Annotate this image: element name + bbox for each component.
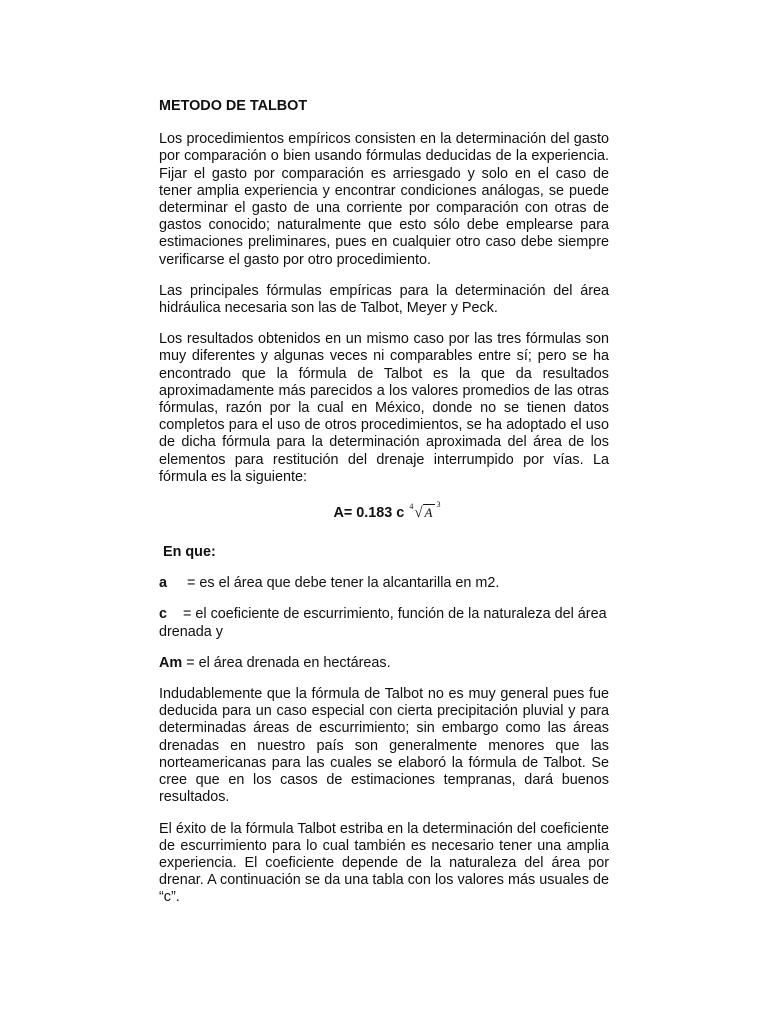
root-argument: A <box>424 505 433 521</box>
definition-a <box>159 575 609 592</box>
definition-symbol: Am <box>159 654 183 671</box>
definition-symbol: a <box>159 575 168 592</box>
definition-text: = el coeficiente de escurrimiento, función de la naturaleza del área drenada y <box>159 606 607 640</box>
definition-symbol: c <box>159 606 168 623</box>
where-heading: En que: <box>163 544 216 561</box>
document-page <box>159 98 609 921</box>
definition-text: = el área drenada en hectáreas. <box>186 654 391 671</box>
document-title: METODO DE TALBOT <box>159 98 308 114</box>
root-exponent: 3 <box>436 500 441 510</box>
paragraph-generality: Indudablemente que la fórmula de Talbot no es muy general pues fue deducida para un caso especial con cierta precipitación pluvial y para determinadas áreas de escurrimiento; sin embargo como las áreas drenadas en nuestro país son generalmente menores que las norteamericanas para las cuales se elaboró la fórmula de Talbot. Se cree que en los casos de estimaciones tempranas, dará buenos resultados. <box>159 686 609 806</box>
paragraph-principal-formulas: Las principales fórmulas empíricas para la determinación del área hidráulica necesaria son las de Talbot, Meyer y Peck. <box>159 282 609 317</box>
definition-text: = es el área que debe tener la alcantarilla en m2. <box>187 575 500 592</box>
definition-am <box>159 655 609 672</box>
paragraph-success: El éxito de la fórmula Talbot estriba en la determinación del coeficiente de escurrimiento para lo cual también es necesario tener una amplia experiencia. El coeficiente depende de la naturaleza del área por drenar. A continuación se da una tabla con los valores más usuales de “c”. <box>159 820 609 906</box>
paragraph-results-comparison: Los resultados obtenidos en un mismo caso por las tres fórmulas son muy diferentes y algunas veces ni comparables entre sí; pero se ha encontrado que la fórmula de Talbot es la que da resultados aproximadamente más parecidos a los valores promedios de las otras fórmulas, razón por la cual en México, donde no se tienen datos completos para el uso de otros procedimientos, se ha adoptado el uso de dicha fórmula para la determinación aproximada del área de los elementos para restitución del drenaje interrumpido por vías. La fórmula es la siguiente: <box>159 331 609 485</box>
definition-c <box>159 606 609 640</box>
formula-lhs: A= 0.183 c <box>333 505 405 522</box>
paragraph-empirical-methods: Los procedimientos empíricos consisten en la determinación del gasto por comparación o bien usando fórmulas deducidas de la experiencia. Fijar el gasto por comparación es arriesgado y solo en el caso de tener amplia experiencia y encontrar condiciones análogas, se puede determinar el gasto de una corriente por comparación con otras de gastos conocido; naturalmente que esto sólo debe emplearse para estimaciones preliminares, pues en cualquier otro caso debe siempre verificarse el gasto por otro procedimiento. <box>159 131 609 268</box>
talbot-formula <box>159 500 609 530</box>
formula-root <box>409 500 441 522</box>
radical-icon: √ <box>414 505 423 522</box>
root-index: 4 <box>409 502 414 512</box>
